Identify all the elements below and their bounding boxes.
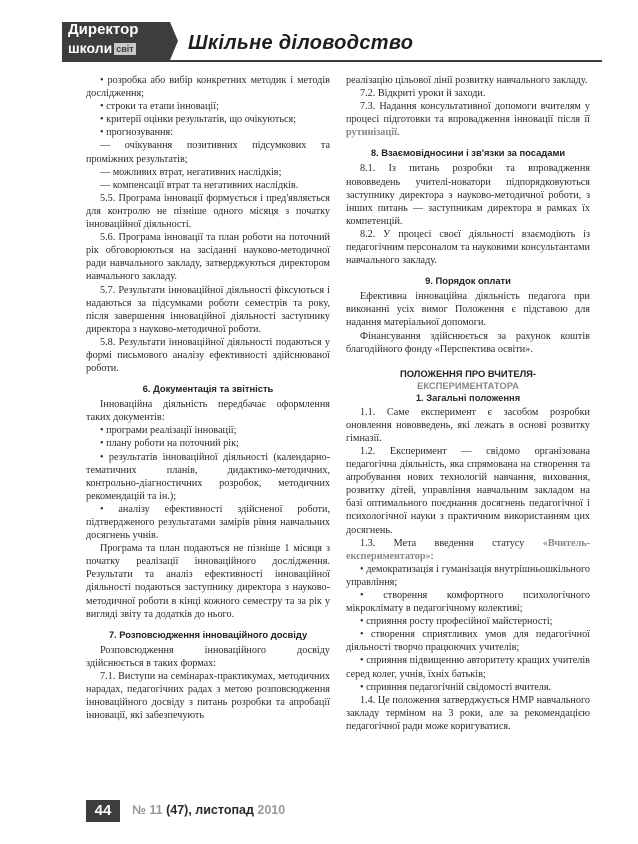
- paragraph-5-8: 5.8. Результати інноваційної діяльності подаються у формі письмового аналізу ефективності здійснюваної роботи.: [86, 336, 330, 375]
- regulation-1-4: 1.4. Це положення затверджується НМР навчального закладу терміном на 3 роки, але за рекомендацією педагогічної ради може коригуватися.: [346, 694, 590, 732]
- paragraph-9-2: Фінансування здійснюється за рахунок коштів благодійного фонду «Перспектива освіти».: [346, 330, 590, 355]
- bullet-item: • прогнозування:: [100, 127, 173, 139]
- paragraph-5-7: 5.7. Результати інноваційної діяльності фіксуються і надаються за підсумками роботи семестрів та року, після завершення інноваційної діяльності заступнику директора з науково-методичної роботи.: [86, 284, 330, 335]
- bullet-item: • розробка або вибір конкретних методик і методів дослідження;: [86, 75, 330, 100]
- header-divider: [62, 60, 602, 62]
- regulation-1-3-text: 1.3. Мета введення статусу: [360, 537, 543, 549]
- goal-item: • демократизація і гуманізація внутрішньошкільного управління;: [346, 563, 590, 588]
- forecast-item: — компенсації втрат та негативних наслідків.: [100, 179, 299, 191]
- left-column: [86, 74, 330, 722]
- paragraph-5-5: 5.5. Програма інновації формується і пред'являється для контролю не пізніше одного місяця з початку інноваційної діяльності.: [86, 192, 330, 231]
- bullet-item: • критерії оцінки результатів, що очікуються;: [100, 114, 296, 126]
- issue-info: [132, 803, 285, 817]
- heading-section-8: 8. Взаємовідносини і зв'язки за посадами: [370, 147, 566, 159]
- regulation-1-2: 1.2. Експеримент — свідомо організована педагогічна діяльність, яка спрямована на створення та апробування нових технологій навчання, виховання, розвитку дітей, управління навчальним закладом на базі оптимального поєднання досягнень педагогічної і психологічної науки з практичним використанням цих досягнень.: [346, 445, 590, 536]
- regulation-1-3-end: :: [430, 550, 434, 562]
- term-routinization: рутинізації: [346, 127, 397, 139]
- paragraph-7-2: 7.2. Відкриті уроки й заходи.: [360, 88, 486, 100]
- regulation-heading-1: 1. Загальні положення: [415, 391, 521, 403]
- goal-item: • створення сприятливих умов для педагогічної діяльності творчо працюючих учителів;: [346, 629, 590, 654]
- goal-item: • створення комфортного психологічного мікроклімату в педагогічному колективі;: [346, 590, 590, 615]
- paragraph-9-1: Ефективна інноваційна діяльність педагога при виконанні усіх вимог Положення є підставою для надання матеріальної допомоги.: [346, 291, 590, 329]
- heading-section-7: 7. Розповсюдження інноваційного досвіду: [108, 628, 308, 640]
- issue-date: (47), листопад: [166, 803, 254, 817]
- status-term: «Вчитель-експериментатор»: [346, 537, 590, 562]
- logo-arrow: [170, 22, 178, 60]
- paragraph-6-end: Програма та план подаються не пізніше 1 місяця з початку реалізації інноваційного дослідження. Результати та аналіз ефективності інноваційної діяльності подаються заступнику директора з науково-методичної роботи в кінці кожного семестру та за рік у вигляді звіту та додатків до нього.: [86, 543, 330, 620]
- paragraph-7-3: [346, 100, 590, 139]
- heading-section-6: 6. Документація та звітність: [142, 383, 274, 395]
- paragraph-7-3-end: .: [396, 127, 400, 139]
- forecast-item: — очікування позитивних підсумкових та проміжних результатів;: [86, 140, 330, 165]
- paragraph-7-intro: Розповсюдження інноваційного досвіду здійснюється в таких формах:: [86, 644, 330, 669]
- paragraph-7-3-text: 7.3. Надання консультативної допомоги вчителям у процесі підготовки та впровадження інновації після її: [346, 101, 590, 126]
- paragraph-6-intro: Інноваційна діяльність передбачає оформлення таких документів:: [86, 399, 330, 424]
- doc-item: • аналізу ефективності здійсненої роботи, підтвердженого результатами замірів рівня навчальних досягнень учнів.: [86, 503, 330, 542]
- doc-item: • плану роботи на поточний рік;: [100, 438, 239, 450]
- logo-line2: [68, 39, 136, 57]
- doc-item: • програми реалізації інновації;: [100, 425, 237, 437]
- regulation-1-1: 1.1. Саме експеримент є засобом розробки оновлення нововведень, які лежать в основі розвитку гімназії.: [346, 406, 590, 444]
- regulation-title-2: ЕКСПЕРИМЕНТАТОРА: [417, 379, 519, 391]
- page-number: 44: [94, 802, 112, 819]
- logo-line2-text: школи: [68, 40, 113, 56]
- logo-line1: Директор: [68, 21, 139, 38]
- regulation-title: ПОЛОЖЕННЯ ПРО ВЧИТЕЛЯ-: [399, 367, 537, 379]
- paragraph-continued: реалізацію цільової лінії розвитку навчального закладу.: [346, 75, 588, 86]
- paragraph-8-1: 8.1. Із питань розробки та впровадження нововведень учителі-новатори підпорядковуються заступнику директора з науково-методичної роботи, з інших питань — заступникам директора в рамках їх компетенцій.: [346, 163, 590, 227]
- paragraph-8-2: 8.2. У процесі своєї діяльності взаємодіють із педагогічним персоналом та науковими консультантами навчального закладу.: [346, 228, 590, 267]
- bullet-item: • строки та етапи інновації;: [100, 101, 219, 113]
- right-column: [346, 74, 590, 733]
- doc-item: • результатів інноваційної діяльності (календарно-тематичних планів, дидактико-методичних, контрольно-діагностичних розробок, методичних рекомендацій та ін.);: [86, 451, 330, 502]
- paragraph-5-6: 5.6. Програма інновації та план роботи на поточний рік обговорюються на засіданні науково-методичної ради навчального закладу, затверджуються директором навчального закладу.: [86, 232, 330, 283]
- logo-badge: світ: [116, 44, 134, 54]
- page-header: [0, 0, 638, 62]
- goal-item: • сприяння росту професійної майстерності;: [360, 616, 553, 628]
- forecast-item: — можливих втрат, негативних наслідків;: [100, 166, 282, 178]
- goal-item: • сприяння педагогічній свідомості вчителя.: [360, 681, 552, 693]
- heading-section-9: 9. Порядок оплати: [425, 275, 511, 287]
- paragraph-7-1: 7.1. Виступи на семінарах-практикумах, методичних нарадах, педагогічних радах з метою розповсюдження інноваційного досвіду з питань розробки та апробації інновації, які забезпечують: [86, 670, 330, 722]
- issue-number: № 11: [132, 803, 163, 817]
- regulation-1-3: [346, 537, 590, 563]
- goal-item: • сприяння підвищенню авторитету кращих учителів серед колег, учнів, їхніх батьків;: [346, 655, 590, 680]
- issue-year: 2010: [257, 803, 286, 817]
- section-title: Шкільне діловодство: [188, 32, 414, 54]
